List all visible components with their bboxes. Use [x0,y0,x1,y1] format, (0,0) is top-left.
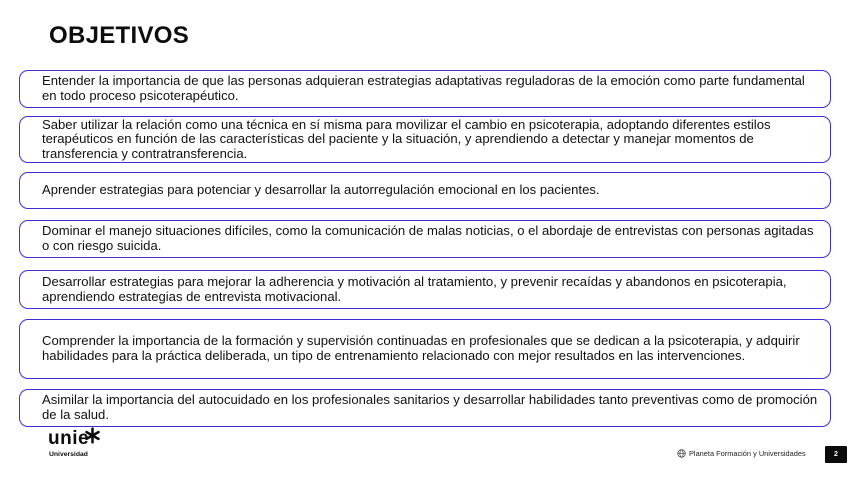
objective-item-7 [19,389,831,427]
objective-text: Dominar el manejo situaciones difíciles, como la comunicación de malas noticias, o el abordaje de entrevistas con personas agitadas o con riesgo suicida. [42,223,814,253]
logo-subtitle: Universidad [49,451,88,458]
logo-wordmark: unie [48,428,90,449]
objective-text: Aprender estrategias para potenciar y desarrollar la autorregulación emocional en los pacientes. [42,182,600,198]
page-number-badge: 2 [825,446,847,463]
page-title: OBJETIVOS [49,22,190,49]
objective-text: Saber utilizar la relación como una técnica en sí misma para movilizar el cambio en psicoterapia, adoptando diferentes estilos terapéuticos en función de las características del paciente y la situación, y aprendiendo a detectar y manejar momentos de transferencia y contratransferencia. [42,116,771,161]
objective-text: Asimilar la importancia del autocuidado en los profesionales sanitarios y desarrollar habilidades tanto preventivas como de promoción de la salud. [42,392,818,422]
objective-text: Comprender la importancia de la formación y supervisión continuadas en profesionales que se dedican a la psicoterapia, y adquirir habilidades para la práctica deliberada, un tipo de entrenamiento relacionado con mejor resultados en las intervenciones. [42,333,800,363]
unie-logo [48,429,118,463]
globe-icon [677,449,686,458]
objective-item-4 [19,220,831,258]
objective-item-2 [19,116,831,163]
objective-item-5 [19,270,831,309]
objective-text: Desarrollar estrategias para mejorar la adherencia y motivación al tratamiento, y prevenir recaídas y abandonos en psicoterapia, aprendiendo estrategias de entrevista motivacional. [42,273,787,304]
brand-footer [677,449,806,458]
brand-text: Planeta Formación y Universidades [689,449,806,458]
objective-item-6 [19,319,831,379]
objective-text: Entender la importancia de que las personas adquieran estrategias adaptativas reguladoras de la emoción como parte fundamental en todo proceso psicoterapéutico. [42,73,805,103]
objective-item-1 [19,70,831,108]
objective-item-3 [19,172,831,209]
asterisk-star-icon [84,427,101,444]
